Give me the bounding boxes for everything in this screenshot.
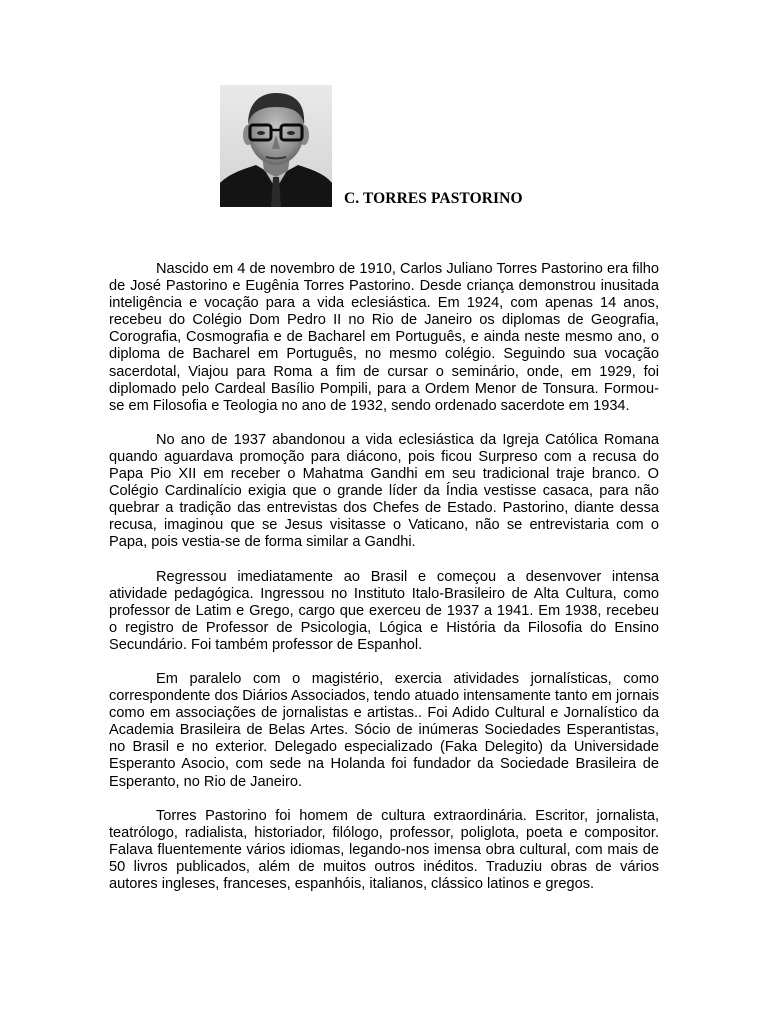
portrait-icon bbox=[220, 85, 332, 207]
page-title: C. TORRES PASTORINO bbox=[344, 190, 523, 207]
portrait-photo bbox=[220, 85, 332, 207]
biography-text bbox=[109, 261, 659, 910]
paragraph: Em paralelo com o magistério, exercia atividades jornalísticas, como correspondente dos Diários Associados, tendo atuado intensamente tanto em jornais como em associações de jornalistas e artistas.. Foi Adido Cultural e Jornalístico da Academia Brasileira de Belas Artes. Sócio de inúmeras Sociedades Esperantistas, no Brasil e no exterior. Delegado especializado (Faka Delegito) da Universidade Esperanto Asocio, com sede na Holanda foi fundador da Sociedade Brasileira de Esperanto, no Rio de Janeiro. bbox=[109, 670, 659, 790]
paragraph: Regressou imediatamente ao Brasil e começou a desenvover intensa atividade pedagógica. Ingressou no Instituto Italo-Brasileiro de Alta Cultura, como professor de Latim e Grego, cargo que exerceu de 1937 a 1941. Em 1938, recebeu o registro de Professor de Psicologia, Lógica e História da Filosofia do Ensino Secundário. Foi também professor de Espanhol. bbox=[109, 568, 659, 653]
paragraph: Nascido em 4 de novembro de 1910, Carlos Juliano Torres Pastorino era filho de José Pastorino e Eugênia Torres Pastorino. Desde criança demonstrou inusitada inteligência e vocação para a vida eclesiástica. Em 1924, com apenas 14 anos, recebeu do Colégio Dom Pedro II no Rio de Janeiro os diplomas de Geografia, Corografia, Cosmografia e de Bacharel em Português, e ainda neste mesmo ano, o diploma de Bacharel em Português, no mesmo colégio. Seguindo sua vocação sacerdotal, Viajou para Roma a fim de cursar o seminário, onde, em 1929, foi diplomado pelo Cardeal Basílio Pompili, para a Ordem Menor de Tonsura. Formou-se em Filosofia e Teologia no ano de 1932, sendo ordenado sacerdote em 1934. bbox=[109, 261, 659, 414]
paragraph: Torres Pastorino foi homem de cultura extraordinária. Escritor, jornalista, teatrólogo, radialista, historiador, filólogo, professor, poliglota, poeta e compositor. Falava fluentemente vários idiomas, legando-nos imensa obra cultural, com mais de 50 livros publicados, além de muitos outros inéditos. Traduziu obras de vários autores ingleses, franceses, espanhóis, italianos, clássico latinos e gregos. bbox=[109, 807, 659, 892]
paragraph: No ano de 1937 abandonou a vida eclesiástica da Igreja Católica Romana quando aguardava promoção para diácono, pois ficou Surpreso com a recusa do Papa Pio XII em receber o Mahatma Gandhi em seu tradicional traje branco. O Colégio Cardinalício exigia que o grande líder da Índia vestisse casaca, para não quebrar a tradição das entrevistas dos Chefes de Estado. Pastorino, diante dessa recusa, imaginou que se Jesus visitasse o Vaticano, não se entrevistaria com o Papa, pois vestia-se de forma similar a Gandhi. bbox=[109, 431, 659, 551]
